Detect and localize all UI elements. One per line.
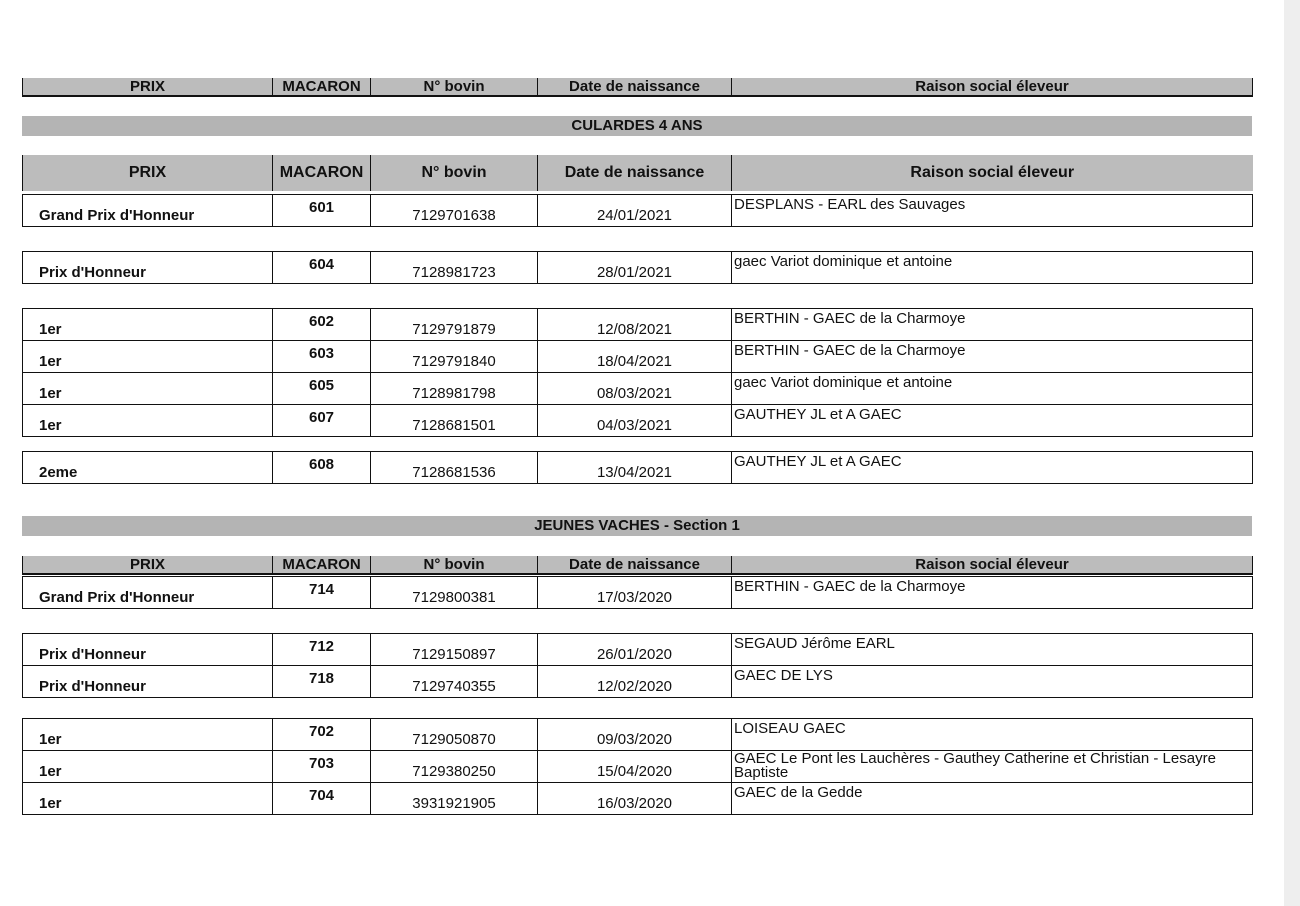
cell-prix: Grand Prix d'Honneur: [23, 577, 273, 609]
column-header-row: [23, 556, 1253, 574]
cell-bovin: 3931921905: [371, 783, 538, 815]
header-raison: Raison social éleveur: [732, 556, 1253, 574]
cell-raison: GAEC Le Pont les Lauchères - Gauthey Catherine et Christian - Lesayre Baptiste: [732, 751, 1253, 783]
cell-raison: GAUTHEY JL et A GAEC: [732, 452, 1253, 484]
header-macaron: MACARON: [273, 556, 371, 574]
cell-date: 17/03/2020: [538, 577, 732, 609]
cell-prix: Prix d'Honneur: [23, 666, 273, 698]
top-header-table: [22, 78, 1253, 97]
header-prix: PRIX: [23, 78, 273, 96]
cell-date: 12/02/2020: [538, 666, 732, 698]
table-row: [23, 634, 1253, 666]
header-raison: Raison social éleveur: [732, 78, 1253, 96]
prize-group: [22, 451, 1253, 484]
cell-bovin: 7129380250: [371, 751, 538, 783]
cell-prix: 2eme: [23, 452, 273, 484]
cell-macaron: 608: [273, 452, 371, 484]
top-header-table: [22, 556, 1253, 575]
table-row: [23, 195, 1253, 227]
cell-date: 08/03/2021: [538, 373, 732, 405]
cell-macaron: 603: [273, 341, 371, 373]
cell-bovin: 7128681501: [371, 405, 538, 437]
cell-date: 26/01/2020: [538, 634, 732, 666]
table-row: [23, 405, 1253, 437]
cell-prix: 1er: [23, 309, 273, 341]
cell-prix: 1er: [23, 783, 273, 815]
cell-bovin: 7129050870: [371, 719, 538, 751]
header-prix: PRIX: [23, 556, 273, 574]
table-row: [23, 719, 1253, 751]
section-title: CULARDES 4 ANS: [22, 116, 1252, 136]
cell-raison: GAEC DE LYS: [732, 666, 1253, 698]
cell-bovin: 7129791879: [371, 309, 538, 341]
table-row: [23, 666, 1253, 698]
prize-group: [22, 194, 1253, 227]
cell-macaron: 604: [273, 252, 371, 284]
header-prix: PRIX: [23, 155, 273, 191]
cell-date: 16/03/2020: [538, 783, 732, 815]
table-row: [23, 783, 1253, 815]
cell-raison: DESPLANS - EARL des Sauvages: [732, 195, 1253, 227]
cell-macaron: 704: [273, 783, 371, 815]
cell-raison: LOISEAU GAEC: [732, 719, 1253, 751]
cell-bovin: 7128681536: [371, 452, 538, 484]
cell-macaron: 712: [273, 634, 371, 666]
table-row: [23, 341, 1253, 373]
cell-date: 15/04/2020: [538, 751, 732, 783]
header-bovin: N° bovin: [371, 78, 538, 96]
cell-raison: gaec Variot dominique et antoine: [732, 373, 1253, 405]
cell-macaron: 602: [273, 309, 371, 341]
cell-prix: 1er: [23, 719, 273, 751]
column-header-row: [23, 78, 1253, 96]
cell-raison: BERTHIN - GAEC de la Charmoye: [732, 309, 1253, 341]
section-title: JEUNES VACHES - Section 1: [22, 516, 1252, 536]
table-row: [23, 309, 1253, 341]
cell-date: 04/03/2021: [538, 405, 732, 437]
cell-date: 09/03/2020: [538, 719, 732, 751]
cell-prix: 1er: [23, 373, 273, 405]
cell-date: 28/01/2021: [538, 252, 732, 284]
cell-prix: 1er: [23, 405, 273, 437]
cell-raison: GAEC de la Gedde: [732, 783, 1253, 815]
cell-bovin: 7129150897: [371, 634, 538, 666]
cell-raison: BERTHIN - GAEC de la Charmoye: [732, 341, 1253, 373]
prize-group: [22, 718, 1253, 815]
cell-macaron: 703: [273, 751, 371, 783]
prize-group: [22, 633, 1253, 698]
header-bovin: N° bovin: [371, 155, 538, 191]
cell-date: 18/04/2021: [538, 341, 732, 373]
cell-prix: Prix d'Honneur: [23, 634, 273, 666]
header-date: Date de naissance: [538, 78, 732, 96]
cell-bovin: 7128981798: [371, 373, 538, 405]
cell-bovin: 7128981723: [371, 252, 538, 284]
page-edge: [1284, 0, 1300, 906]
cell-date: 13/04/2021: [538, 452, 732, 484]
cell-raison: BERTHIN - GAEC de la Charmoye: [732, 577, 1253, 609]
cell-prix: Grand Prix d'Honneur: [23, 195, 273, 227]
cell-raison: SEGAUD Jérôme EARL: [732, 634, 1253, 666]
cell-macaron: 607: [273, 405, 371, 437]
cell-raison: gaec Variot dominique et antoine: [732, 252, 1253, 284]
cell-macaron: 605: [273, 373, 371, 405]
cell-bovin: 7129791840: [371, 341, 538, 373]
header-macaron: MACARON: [273, 155, 371, 191]
column-header-row: [23, 155, 1253, 191]
cell-raison: GAUTHEY JL et A GAEC: [732, 405, 1253, 437]
header-bovin: N° bovin: [371, 556, 538, 574]
cell-bovin: 7129800381: [371, 577, 538, 609]
table-row: [23, 373, 1253, 405]
cell-macaron: 714: [273, 577, 371, 609]
cell-bovin: 7129740355: [371, 666, 538, 698]
table-row: [23, 252, 1253, 284]
header-date: Date de naissance: [538, 556, 732, 574]
table-row: [23, 751, 1253, 783]
prize-group: [22, 576, 1253, 609]
prize-group: [22, 308, 1253, 437]
column-header-table: [22, 155, 1253, 191]
cell-bovin: 7129701638: [371, 195, 538, 227]
table-row: [23, 452, 1253, 484]
cell-prix: 1er: [23, 751, 273, 783]
cell-macaron: 702: [273, 719, 371, 751]
cell-date: 12/08/2021: [538, 309, 732, 341]
prize-group: [22, 251, 1253, 284]
header-raison: Raison social éleveur: [732, 155, 1253, 191]
cell-prix: 1er: [23, 341, 273, 373]
cell-prix: Prix d'Honneur: [23, 252, 273, 284]
cell-macaron: 601: [273, 195, 371, 227]
header-macaron: MACARON: [273, 78, 371, 96]
cell-date: 24/01/2021: [538, 195, 732, 227]
table-row: [23, 577, 1253, 609]
cell-macaron: 718: [273, 666, 371, 698]
header-date: Date de naissance: [538, 155, 732, 191]
